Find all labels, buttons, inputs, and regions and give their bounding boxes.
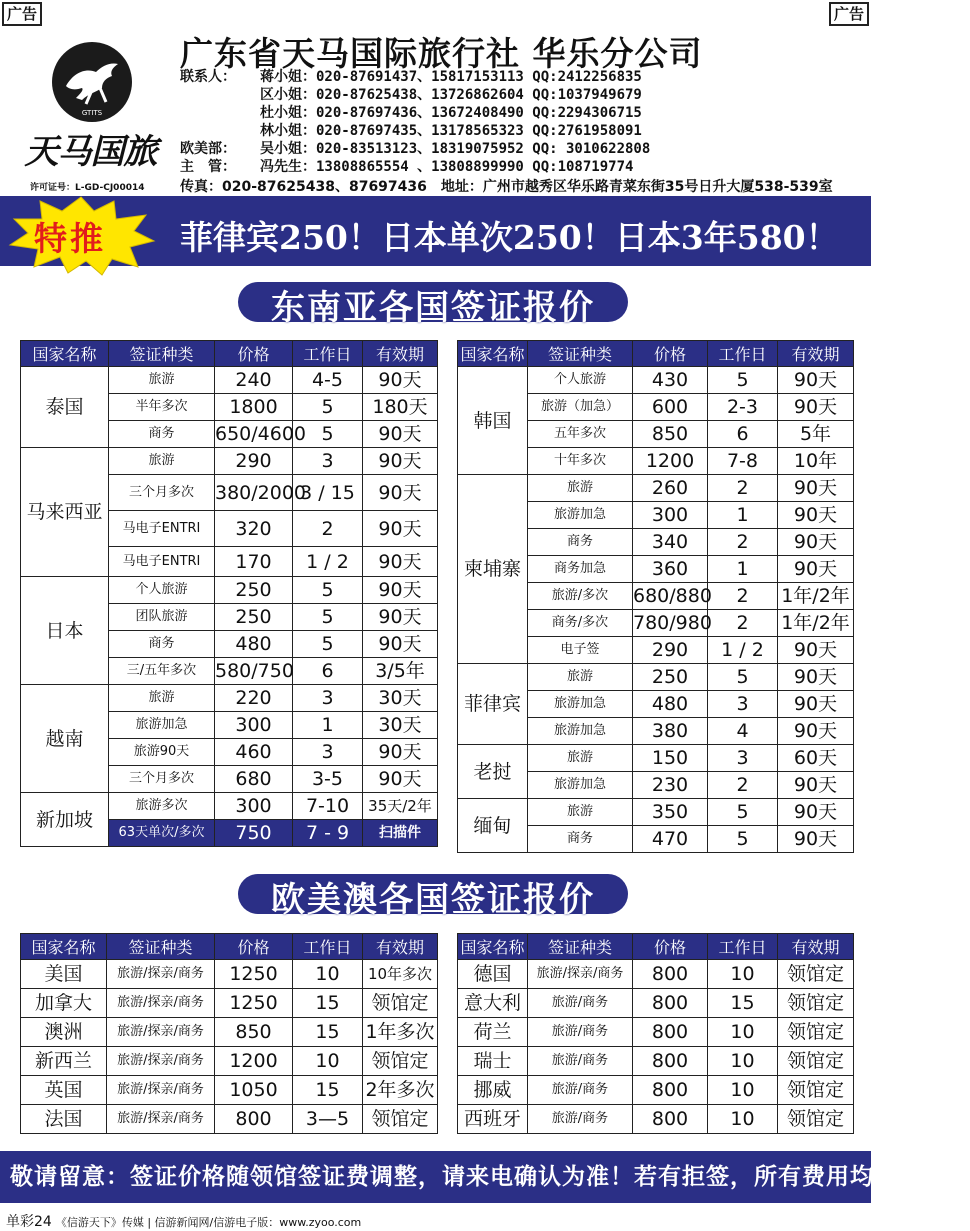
table-cell: 90天 <box>778 799 854 826</box>
table-cell: 230 <box>633 772 708 799</box>
table-cell: 团队旅游 <box>109 604 215 631</box>
table-row <box>21 448 438 475</box>
table-cell: 5 <box>293 604 363 631</box>
table-cell: 1250 <box>215 960 293 989</box>
table-cell: 旅游 <box>109 448 215 475</box>
table-cell: 800 <box>633 1047 708 1076</box>
table-cell: 15 <box>293 989 363 1018</box>
table-row <box>458 367 854 394</box>
table-cell: 800 <box>633 960 708 989</box>
contact-list <box>180 68 650 176</box>
column-header: 有效期 <box>363 341 438 367</box>
column-header: 签证种类 <box>528 341 633 367</box>
table-cell: 6 <box>708 421 778 448</box>
table-cell: 250 <box>633 664 708 691</box>
table-cell: 商务 <box>528 529 633 556</box>
table-cell: 旅游/探亲/商务 <box>107 1105 215 1134</box>
column-header: 价格 <box>633 341 708 367</box>
table-cell: 5 <box>293 421 363 448</box>
table-cell: 韩国 <box>458 367 528 475</box>
logo-brand-text: 天马国旅 <box>24 132 157 172</box>
table-cell: 220 <box>215 685 293 712</box>
table-cell: 1800 <box>215 394 293 421</box>
table-cell: 日本 <box>21 577 109 685</box>
table-cell: 德国 <box>458 960 528 989</box>
table-cell: 90天 <box>363 604 438 631</box>
table-cell: 老挝 <box>458 745 528 799</box>
column-header: 签证种类 <box>109 341 215 367</box>
table-cell: 750 <box>215 820 293 847</box>
table-cell: 2 <box>708 529 778 556</box>
table-cell: 旅游 <box>528 475 633 502</box>
table-cell: 3 <box>293 685 363 712</box>
table-cell: 380 <box>633 718 708 745</box>
table-cell: 柬埔寨 <box>458 475 528 664</box>
table-row <box>21 1105 438 1134</box>
contact-row <box>180 122 650 140</box>
table-cell: 320 <box>215 511 293 547</box>
table-cell: 半年多次 <box>109 394 215 421</box>
table-cell: 30天 <box>363 685 438 712</box>
table-cell: 7 - 9 <box>293 820 363 847</box>
table-cell: 290 <box>215 448 293 475</box>
table-cell: 1 / 2 <box>293 547 363 577</box>
page-footer <box>6 1211 361 1231</box>
table-cell: 旅游/探亲/商务 <box>528 960 633 989</box>
asia-price-table-left <box>20 340 438 847</box>
contact-detail: 蒋小姐：020-87691437、15817153113 QQ:2412256835 <box>260 69 642 85</box>
table-cell: 460 <box>215 739 293 766</box>
table-cell: 1 <box>293 712 363 739</box>
table-cell: 瑞士 <box>458 1047 528 1076</box>
table-cell: 850 <box>633 421 708 448</box>
table-cell: 缅甸 <box>458 799 528 853</box>
table-cell: 领馆定 <box>363 1105 438 1134</box>
column-header: 国家名称 <box>21 934 107 960</box>
table-cell: 越南 <box>21 685 109 793</box>
table-cell: 三个月多次 <box>109 766 215 793</box>
table-cell: 2年多次 <box>363 1076 438 1105</box>
contact-label: 主 管： <box>180 159 236 175</box>
table-cell: 马来西亚 <box>21 448 109 577</box>
agency-logo <box>18 38 163 190</box>
contact-detail: 吴小姐：020-83513123、18319075952 QQ: 3010622808 <box>260 141 651 157</box>
table-cell: 680/880 <box>633 583 708 610</box>
table-cell: 35天/2年 <box>363 793 438 820</box>
table-cell: 旅游/探亲/商务 <box>107 1047 215 1076</box>
table-cell: 英国 <box>21 1076 107 1105</box>
table-cell: 个人旅游 <box>528 367 633 394</box>
table-cell: 3 <box>293 448 363 475</box>
page-number: 单彩24 <box>6 1214 52 1230</box>
table-cell: 90天 <box>778 664 854 691</box>
table-cell: 90天 <box>778 772 854 799</box>
table-cell: 旅游/探亲/商务 <box>107 1018 215 1047</box>
column-header: 价格 <box>215 934 293 960</box>
table-cell: 意大利 <box>458 989 528 1018</box>
table-cell: 90天 <box>363 475 438 511</box>
table-cell: 240 <box>215 367 293 394</box>
table-cell: 1050 <box>215 1076 293 1105</box>
table-cell: 旅游加急 <box>528 691 633 718</box>
license-number: 许可证号：L-GD-CJ00014 <box>30 183 145 193</box>
table-cell: 领馆定 <box>778 960 854 989</box>
table-cell: 90天 <box>363 511 438 547</box>
column-header: 有效期 <box>363 934 438 960</box>
table-cell: 4-5 <box>293 367 363 394</box>
table-header-row <box>458 341 854 367</box>
table-cell: 3 / 15 <box>293 475 363 511</box>
table-cell: 340 <box>633 529 708 556</box>
table-cell: 3-5 <box>293 766 363 793</box>
contact-detail: 林小姐：020-87697435、13178565323 QQ:2761958091 <box>260 123 642 139</box>
table-cell: 领馆定 <box>363 989 438 1018</box>
table-cell: 90天 <box>363 577 438 604</box>
table-cell: 250 <box>215 577 293 604</box>
contact-row <box>180 68 650 86</box>
table-row <box>21 685 438 712</box>
table-cell: 旅游/商务 <box>528 1076 633 1105</box>
table-cell: 2 <box>708 610 778 637</box>
table-cell: 290 <box>633 637 708 664</box>
table-cell: 商务 <box>109 421 215 448</box>
table-cell: 商务/多次 <box>528 610 633 637</box>
horse-logo-icon <box>52 42 132 122</box>
table-cell: 领馆定 <box>778 1105 854 1134</box>
table-cell: 商务 <box>528 826 633 853</box>
table-cell: 260 <box>633 475 708 502</box>
table-cell: 马电子ENTRI <box>109 547 215 577</box>
table-cell: 90天 <box>778 502 854 529</box>
table-cell: 泰国 <box>21 367 109 448</box>
column-header: 有效期 <box>778 341 854 367</box>
contact-row <box>180 158 650 176</box>
table-cell: 荷兰 <box>458 1018 528 1047</box>
table-cell: 480 <box>215 631 293 658</box>
column-header: 国家名称 <box>458 341 528 367</box>
office-address: 地址：广州市越秀区华乐路青菜东街35号日升大厦538-539室 <box>440 179 833 195</box>
column-header: 工作日 <box>293 341 363 367</box>
column-header: 工作日 <box>708 934 778 960</box>
table-cell: 澳洲 <box>21 1018 107 1047</box>
column-header: 工作日 <box>708 341 778 367</box>
table-cell: 2 <box>708 772 778 799</box>
table-cell: 扫描件 <box>363 820 438 847</box>
column-header: 国家名称 <box>21 341 109 367</box>
table-cell: 旅游/商务 <box>528 989 633 1018</box>
table-cell: 旅游/商务 <box>528 1105 633 1134</box>
table-cell: 2 <box>293 511 363 547</box>
table-cell: 领馆定 <box>778 1076 854 1105</box>
table-cell: 旅游/多次 <box>528 583 633 610</box>
column-header: 签证种类 <box>528 934 633 960</box>
table-cell: 150 <box>633 745 708 772</box>
table-cell: 800 <box>633 1076 708 1105</box>
fax-numbers: 传真：020-87625438、87697436 <box>180 179 427 195</box>
table-cell: 1 <box>708 556 778 583</box>
asia-price-table-right <box>457 340 854 853</box>
table-cell: 300 <box>633 502 708 529</box>
west-price-table-right <box>457 933 854 1134</box>
table-cell: 1年/2年 <box>778 610 854 637</box>
table-cell: 1200 <box>215 1047 293 1076</box>
column-header: 工作日 <box>293 934 363 960</box>
table-row <box>21 793 438 820</box>
table-cell: 10 <box>293 1047 363 1076</box>
table-cell: 650/4600 <box>215 421 293 448</box>
table-cell: 十年多次 <box>528 448 633 475</box>
table-cell: 旅游加急 <box>109 712 215 739</box>
table-cell: 180天 <box>363 394 438 421</box>
table-cell: 5年 <box>778 421 854 448</box>
table-cell: 旅游/探亲/商务 <box>107 989 215 1018</box>
table-cell: 90天 <box>778 826 854 853</box>
table-cell: 5 <box>708 367 778 394</box>
table-cell: 15 <box>293 1018 363 1047</box>
section-asia-header <box>238 276 628 328</box>
table-row <box>21 960 438 989</box>
table-cell: 领馆定 <box>363 1047 438 1076</box>
table-cell: 1年多次 <box>363 1018 438 1047</box>
ad-tag-right: 广告 <box>829 2 869 26</box>
table-cell: 1 <box>708 502 778 529</box>
column-header: 签证种类 <box>107 934 215 960</box>
table-cell: 10 <box>708 1047 778 1076</box>
table-cell: 480 <box>633 691 708 718</box>
table-row <box>21 1076 438 1105</box>
table-row <box>21 1047 438 1076</box>
table-cell: 90天 <box>778 691 854 718</box>
table-row <box>458 664 854 691</box>
logo-circle-text: GTITS <box>81 109 103 117</box>
table-cell: 旅游/商务 <box>528 1018 633 1047</box>
table-cell: 10 <box>293 960 363 989</box>
table-cell: 新西兰 <box>21 1047 107 1076</box>
table-cell: 90天 <box>363 547 438 577</box>
table-cell: 580/750 <box>215 658 293 685</box>
table-row <box>458 1047 854 1076</box>
table-cell: 领馆定 <box>778 989 854 1018</box>
table-cell: 4 <box>708 718 778 745</box>
table-cell: 新加坡 <box>21 793 109 847</box>
table-row <box>458 1076 854 1105</box>
section-west-title: 欧美澳各国签证报价 <box>271 880 595 920</box>
table-cell: 300 <box>215 712 293 739</box>
column-header: 有效期 <box>778 934 854 960</box>
table-cell: 90天 <box>363 766 438 793</box>
table-cell: 旅游 <box>528 664 633 691</box>
table-cell: 旅游加急 <box>528 502 633 529</box>
table-cell: 商务 <box>109 631 215 658</box>
table-cell: 5 <box>708 799 778 826</box>
table-cell: 6 <box>293 658 363 685</box>
table-cell: 90天 <box>778 394 854 421</box>
table-cell: 菲律宾 <box>458 664 528 745</box>
table-cell: 旅游90天 <box>109 739 215 766</box>
table-cell: 800 <box>633 1018 708 1047</box>
table-cell: 300 <box>215 793 293 820</box>
table-cell: 90天 <box>778 637 854 664</box>
contact-row <box>180 104 650 122</box>
table-header-row <box>21 934 438 960</box>
table-cell: 西班牙 <box>458 1105 528 1134</box>
table-cell: 90天 <box>778 556 854 583</box>
table-cell: 2 <box>708 475 778 502</box>
promo-badge-label: 特推 <box>34 219 106 258</box>
table-cell: 3—5 <box>293 1105 363 1134</box>
table-cell: 加拿大 <box>21 989 107 1018</box>
table-cell: 10 <box>708 1105 778 1134</box>
table-cell: 90天 <box>363 739 438 766</box>
table-cell: 600 <box>633 394 708 421</box>
footer-text: 《信游天下》传媒 | 信游新闻网/信游电子版：www.zyoo.com <box>55 1216 362 1229</box>
table-cell: 个人旅游 <box>109 577 215 604</box>
table-cell: 430 <box>633 367 708 394</box>
table-row <box>458 1105 854 1134</box>
table-cell: 旅游 <box>109 685 215 712</box>
table-row <box>458 989 854 1018</box>
table-cell: 10 <box>708 960 778 989</box>
table-cell: 5 <box>708 826 778 853</box>
table-cell: 1 / 2 <box>708 637 778 664</box>
table-row <box>458 475 854 502</box>
table-cell: 美国 <box>21 960 107 989</box>
table-cell: 旅游/探亲/商务 <box>107 1076 215 1105</box>
table-header-row <box>21 341 438 367</box>
table-row <box>458 799 854 826</box>
table-cell: 3/5年 <box>363 658 438 685</box>
table-cell: 电子签 <box>528 637 633 664</box>
table-cell: 90天 <box>778 529 854 556</box>
table-cell: 90天 <box>363 421 438 448</box>
table-cell: 470 <box>633 826 708 853</box>
table-header-row <box>458 934 854 960</box>
table-row <box>458 1018 854 1047</box>
table-cell: 三个月多次 <box>109 475 215 511</box>
table-cell: 2 <box>708 583 778 610</box>
section-west-header <box>238 868 628 920</box>
table-row <box>458 745 854 772</box>
table-cell: 旅游加急 <box>528 772 633 799</box>
contact-row <box>180 140 650 158</box>
table-cell: 170 <box>215 547 293 577</box>
table-cell: 800 <box>215 1105 293 1134</box>
west-price-table-left <box>20 933 438 1134</box>
table-cell: 90天 <box>363 367 438 394</box>
notice-bar: 敬请留意：签证价格随领馆签证费调整，请来电确认为准！若有拒签，所有费用均不予退还 <box>0 1151 871 1203</box>
contact-detail: 杜小姐：020-87697436、13672408490 QQ:2294306715 <box>260 105 642 121</box>
table-cell: 2-3 <box>708 394 778 421</box>
table-cell: 旅游（加急） <box>528 394 633 421</box>
column-header: 价格 <box>215 341 293 367</box>
table-row <box>21 577 438 604</box>
table-cell: 10 <box>708 1076 778 1105</box>
column-header: 价格 <box>633 934 708 960</box>
table-cell: 63天单次/多次 <box>109 820 215 847</box>
table-cell: 1200 <box>633 448 708 475</box>
ad-tag-left: 广告 <box>2 2 42 26</box>
table-cell: 800 <box>633 1105 708 1134</box>
table-row <box>458 960 854 989</box>
table-cell: 旅游/探亲/商务 <box>107 960 215 989</box>
table-cell: 1年/2年 <box>778 583 854 610</box>
table-cell: 10年 <box>778 448 854 475</box>
table-cell: 3 <box>708 691 778 718</box>
table-cell: 旅游 <box>528 799 633 826</box>
table-cell: 5 <box>293 577 363 604</box>
table-cell: 250 <box>215 604 293 631</box>
table-cell: 90天 <box>363 631 438 658</box>
table-cell: 90天 <box>778 475 854 502</box>
table-cell: 350 <box>633 799 708 826</box>
table-cell: 5 <box>293 631 363 658</box>
table-cell: 7-8 <box>708 448 778 475</box>
table-cell: 旅游 <box>109 367 215 394</box>
table-cell: 商务加急 <box>528 556 633 583</box>
table-cell: 3 <box>293 739 363 766</box>
fax-address-line <box>180 176 833 196</box>
promo-text: 菲律宾250！日本单次250！日本3年580！ <box>180 218 839 257</box>
table-cell: 五年多次 <box>528 421 633 448</box>
table-cell: 680 <box>215 766 293 793</box>
table-cell: 1250 <box>215 989 293 1018</box>
table-cell: 马电子ENTRI <box>109 511 215 547</box>
section-asia-title: 东南亚各国签证报价 <box>271 288 595 328</box>
table-cell: 法国 <box>21 1105 107 1134</box>
table-cell: 领馆定 <box>778 1018 854 1047</box>
table-cell: 3 <box>708 745 778 772</box>
table-cell: 90天 <box>363 448 438 475</box>
table-cell: 380/2000 <box>215 475 293 511</box>
promo-badge <box>6 195 156 275</box>
table-cell: 10年多次 <box>363 960 438 989</box>
table-cell: 800 <box>633 989 708 1018</box>
company-name: 广东省天马国际旅行社 华乐分公司 <box>180 34 703 73</box>
table-cell: 60天 <box>778 745 854 772</box>
column-header: 国家名称 <box>458 934 528 960</box>
table-cell: 15 <box>708 989 778 1018</box>
table-cell: 5 <box>708 664 778 691</box>
table-cell: 15 <box>293 1076 363 1105</box>
table-cell: 旅游 <box>528 745 633 772</box>
table-row <box>21 1018 438 1047</box>
contact-row <box>180 86 650 104</box>
table-cell: 挪威 <box>458 1076 528 1105</box>
table-cell: 旅游/商务 <box>528 1047 633 1076</box>
table-row <box>21 367 438 394</box>
table-row <box>21 989 438 1018</box>
table-cell: 30天 <box>363 712 438 739</box>
contact-label: 欧美部： <box>180 141 236 157</box>
table-cell: 7-10 <box>293 793 363 820</box>
table-cell: 850 <box>215 1018 293 1047</box>
table-cell: 旅游多次 <box>109 793 215 820</box>
table-cell: 三/五年多次 <box>109 658 215 685</box>
table-cell: 360 <box>633 556 708 583</box>
contact-detail: 冯先生：13808865554 、13808899990 QQ:108719774 <box>260 159 634 175</box>
table-cell: 10 <box>708 1018 778 1047</box>
contact-detail: 区小姐：020-87625438、13726862604 QQ:1037949679 <box>260 87 642 103</box>
table-cell: 5 <box>293 394 363 421</box>
table-cell: 旅游加急 <box>528 718 633 745</box>
table-cell: 领馆定 <box>778 1047 854 1076</box>
table-cell: 780/980 <box>633 610 708 637</box>
contact-label: 联系人： <box>180 69 236 85</box>
table-cell: 90天 <box>778 367 854 394</box>
table-cell: 90天 <box>778 718 854 745</box>
